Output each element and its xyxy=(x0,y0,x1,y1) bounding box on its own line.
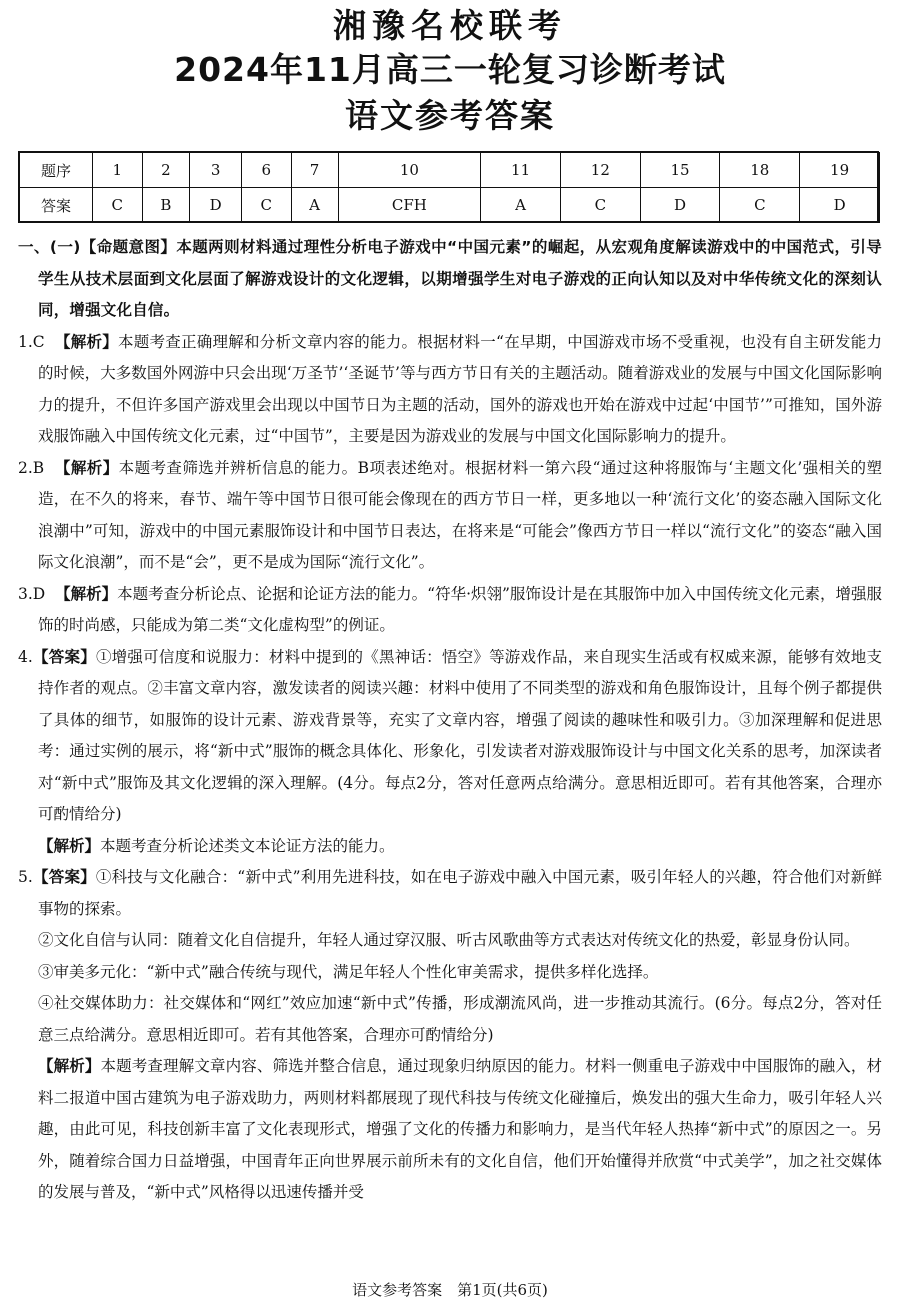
table-cell: 7 xyxy=(291,153,338,188)
table-cell: A xyxy=(481,188,561,223)
table-cell: C xyxy=(720,188,800,223)
table-cell: B xyxy=(142,188,190,223)
item-text: ①增强可信度和说服力：材料中提到的《黑神话：悟空》等游戏作品，来自现实生活或有权威来源，能够有效地支持作者的观点。②丰富文章内容，激发读者的阅读兴趣：材料中使用了不同类型的游戏和角色服饰设计，且每个例子都提供了具体的细节，如服饰的设计元素、游戏背景等，充实了文章内容，增强了阅读的趣味性和吸引力。③加深理解和促进思考：通过实例的展示，将“新中式”服饰的概念具体化、形象化，引发读者对游戏服饰设计与中国文化关系的思考，加深读者对“新中式”服饰及其文化逻辑的深入理解。(4分。每点2分，答对任意两点给满分。意思相近即可。若有其他答案，合理亦可酌情给分) xyxy=(38,647,882,823)
table-cell: C xyxy=(241,188,291,223)
table-cell: D xyxy=(190,188,242,223)
item-tag: 【答案】 xyxy=(32,868,96,886)
item-4 xyxy=(18,642,882,831)
table-cell: 3 xyxy=(190,153,242,188)
item-number: 3.D xyxy=(18,584,46,603)
table-cell: C xyxy=(560,188,640,223)
analysis-tag: 【解析】 xyxy=(38,836,101,855)
item-5-analysis xyxy=(18,1051,882,1209)
table-cell: 19 xyxy=(800,153,880,188)
row-label-number: 题序 xyxy=(20,153,93,188)
title-line-2: 2024年11月高三一轮复习诊断考试 xyxy=(174,50,726,89)
item-tag: 【答案】 xyxy=(32,647,96,666)
item-1 xyxy=(18,327,882,453)
item-text: ①科技与文化融合：“新中式”利用先进科技，如在电子游戏中融入中国元素，吸引年轻人的兴趣，符合他们对新鲜事物的探索。 xyxy=(38,868,882,918)
item-4-analysis xyxy=(18,831,882,863)
row-label-answer: 答案 xyxy=(20,188,93,223)
table-cell: 15 xyxy=(640,153,720,188)
item-5-point-2: ②文化自信与认同：随着文化自信提升，年轻人通过穿汉服、听古风歌曲等方式表达对传统文化的热爱，彰显身份认同。 xyxy=(38,931,860,949)
table-cell: D xyxy=(640,188,720,223)
table-cell: 10 xyxy=(338,153,481,188)
table-cell: 18 xyxy=(720,153,800,188)
item-tag: 【解析】 xyxy=(55,332,119,351)
item-text: 本题考查正确理解和分析文章内容的能力。根据材料一“在早期，中国游戏市场不受重视，也没有自主研发能力的时候，大多数国外网游中只会出现‘万圣节’‘圣诞节’等与西方节日有关的主题活动。随着游戏业的发展与中国文化国际影响力的提升，不但许多国产游戏里会出现以中国节日为主题的活动，国外的游戏也开始在游戏中过起‘中国节’”可推知，国外游戏服饰融入中国传统文化元素，过“中国节”，主要是因为游戏业的发展与中国文化国际影响力的提升。 xyxy=(38,332,882,445)
table-cell: CFH xyxy=(338,188,481,223)
analysis-tag: 【解析】 xyxy=(38,1057,101,1075)
analysis-text: 本题考查理解文章内容、筛选并整合信息，通过现象归纳原因的能力。材料一侧重电子游戏中中国服饰的融入，材料二报道中国古建筑为电子游戏助力，两则材料都展现了现代科技与传统文化碰撞后，焕发出的强大生命力，吸引年轻人兴趣，由此可见，科技创新丰富了文化表现形式，增强了文化的传播力和影响力，是当代年轻人热捧“新中式”的原因之一。另外，随着综合国力日益增强，中国青年正向世界展示前所未有的文化自信，他们开始懂得并欣赏“中式美学”，加之社交媒体的发展与普及，“新中式”风格得以迅速传播并受 xyxy=(38,1057,882,1201)
item-text: 本题考查分析论点、论据和论证方法的能力。“符华·炽翎”服饰设计是在其服饰中加入中国传统文化元素，增强服饰的时尚感，只能成为第二类“文化虚构型”的例证。 xyxy=(38,584,882,634)
intro-paragraph xyxy=(18,232,882,327)
analysis-text: 本题考查分析论述类文本论证方法的能力。 xyxy=(100,836,395,855)
title-line-3: 语文参考答案 xyxy=(345,96,555,135)
item-number: 1.C xyxy=(18,332,45,351)
intro-prefix: 一、(一)【命题意图】 xyxy=(18,238,177,256)
table-cell: 1 xyxy=(93,153,143,188)
table-cell: 11 xyxy=(481,153,561,188)
answer-table-row-answers xyxy=(20,188,880,223)
item-number: 5. xyxy=(18,868,33,886)
answer-table xyxy=(19,152,880,223)
item-5 xyxy=(18,862,882,925)
table-cell: 12 xyxy=(560,153,640,188)
item-text: 本题考查筛选并辨析信息的能力。B项表述绝对。根据材料一第六段“通过这种将服饰与‘主题文化’强相关的塑造，在不久的将来，春节、端午等中国节日很可能会像现在的西方节日一样，更多地以一种‘流行文化’的姿态融入国际文化浪潮中”可知，游戏中的中国元素服饰设计和中国节日表达，在将来是“可能会”像西方节日一样以“流行文化”的姿态“融入国际文化浪潮”，而不是“会”，更不是成为国际“流行文化”。 xyxy=(38,458,882,571)
answer-table-row-numbers xyxy=(20,153,880,188)
item-tag: 【解析】 xyxy=(55,584,118,603)
table-cell: 6 xyxy=(241,153,291,188)
table-cell: D xyxy=(800,188,880,223)
table-cell: 2 xyxy=(142,153,190,188)
answer-content xyxy=(18,232,882,1209)
title-line-1: 湘豫名校联考 xyxy=(333,6,567,45)
item-5-point-3: ③审美多元化：“新中式”融合传统与现代，满足年轻人个性化审美需求，提供多样化选择。 xyxy=(38,962,659,981)
page-footer: 语文参考答案 第1页(共6页) xyxy=(352,1281,548,1299)
item-5-point-4: ④社交媒体助力：社交媒体和“网红”效应加速“新中式”传播，形成潮流风尚，进一步推动其流行。(6分。每点2分，答对任意三点给满分。意思相近即可。若有其他答案，合理亦可酌情给分) xyxy=(38,994,882,1044)
table-cell: C xyxy=(93,188,143,223)
item-number: 4. xyxy=(18,647,33,666)
item-tag: 【解析】 xyxy=(54,458,119,477)
item-2 xyxy=(18,453,882,579)
intro-text: 本题两则材料通过理性分析电子游戏中“中国元素”的崛起，从宏观角度解读游戏中的中国范式，引导学生从技术层面到文化层面了解游戏设计的文化逻辑，以期增强学生对电子游戏的正向认知以及对中华传统文化的深刻认同，增强文化自信。 xyxy=(38,238,882,319)
item-3 xyxy=(18,579,882,642)
item-number: 2.B xyxy=(18,458,45,477)
table-cell: A xyxy=(291,188,338,223)
